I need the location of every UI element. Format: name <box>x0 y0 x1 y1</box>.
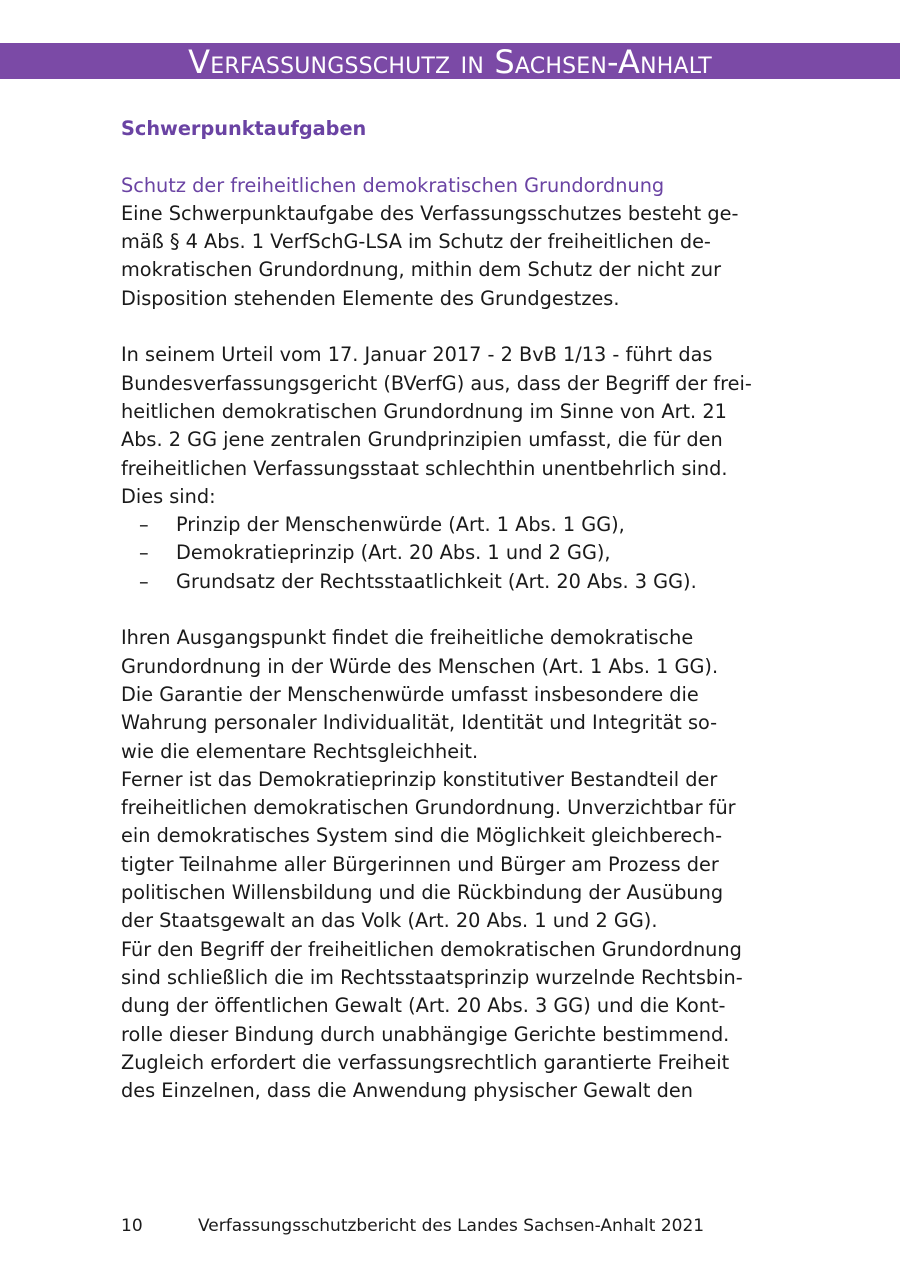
paragraph-2 <box>121 341 781 511</box>
text-line: tigter Teilnahme aller Bürgerinnen und Bürger am Prozess der <box>121 852 719 876</box>
text-line: mokratischen Grundordnung, mithin dem Schutz der nicht zur <box>121 258 722 282</box>
text-line: Dies sind: <box>121 484 216 508</box>
page-number: 10 <box>121 1216 143 1236</box>
text-line: rolle dieser Bindung durch unabhängige Gerichte bestimmend. <box>121 1022 730 1046</box>
sub-heading: Schutz der freiheitlichen demokratischen Grundordnung <box>121 173 665 197</box>
text-line: Wahrung personaler Individualität, Identität und Integrität so- <box>121 711 718 735</box>
spacer <box>121 596 781 624</box>
list-item <box>121 539 781 567</box>
text-line: In seinem Urteil vom 17. Januar 2017 - 2 BvB 1/13 - führt das <box>121 343 713 367</box>
text-line: Grundordnung in der Würde des Menschen (Art. 1 Abs. 1 GG). <box>121 654 719 678</box>
principles-list <box>121 511 781 596</box>
dash-bullet: – <box>139 541 149 565</box>
text-line: der Staatsgewalt an das Volk (Art. 20 Abs. 1 und 2 GG). <box>121 909 658 933</box>
text-line: Ihren Ausgangspunkt findet die freiheitliche demokratische <box>121 626 694 650</box>
text-line: Abs. 2 GG jene zentralen Grundprinzipien umfasst, die für den <box>121 428 723 452</box>
section-heading: Schwerpunktaufgaben <box>121 117 367 140</box>
list-item-text: Demokratieprinzip (Art. 20 Abs. 1 und 2 GG), <box>176 541 611 565</box>
text-line: heitlichen demokratischen Grundordnung im Sinne von Art. 21 <box>121 399 727 423</box>
main-content <box>121 115 781 1105</box>
dash-bullet: – <box>139 569 149 593</box>
text-line: sind schließlich die im Rechtsstaatsprinzip wurzelnde Rechtsbin- <box>121 965 743 989</box>
text-line: des Einzelnen, dass die Anwendung physischer Gewalt den <box>121 1079 693 1103</box>
paragraph-1 <box>121 200 781 313</box>
list-item <box>121 568 781 596</box>
text-line: ein demokratisches System sind die Möglichkeit gleichberech- <box>121 824 723 848</box>
text-line: Bundesverfassungsgericht (BVerfG) aus, dass der Begriff der frei- <box>121 371 752 395</box>
list-item-text: Prinzip der Menschenwürde (Art. 1 Abs. 1 GG), <box>176 513 625 537</box>
paragraph-3 <box>121 624 781 1105</box>
text-line: freiheitlichen Verfassungsstaat schlechthin unentbehrlich sind. <box>121 456 728 480</box>
page-footer <box>121 1214 704 1238</box>
text-line: Für den Begriff der freiheitlichen demokratischen Grundordnung <box>121 937 742 961</box>
list-item-text: Grundsatz der Rechtsstaatlichkeit (Art. 20 Abs. 3 GG). <box>176 569 697 593</box>
publication-title: Verfassungsschutzbericht des Landes Sachsen-Anhalt 2021 <box>198 1216 705 1236</box>
spacer <box>121 143 781 171</box>
text-line: politischen Willensbildung und die Rückbindung der Ausübung <box>121 881 724 905</box>
text-line: Disposition stehenden Elemente des Grundgestzes. <box>121 286 620 310</box>
text-line: Zugleich erfordert die verfassungsrechtlich garantierte Freiheit <box>121 1050 730 1074</box>
text-line: mäß § 4 Abs. 1 VerfSchG-LSA im Schutz der freiheitlichen de- <box>121 230 711 254</box>
text-line: wie die elementare Rechtsgleichheit. <box>121 739 479 763</box>
text-line: Eine Schwerpunktaufgabe des Verfassungsschutzes besteht ge- <box>121 201 739 225</box>
text-line: Ferner ist das Demokratieprinzip konstitutiver Bestandteil der <box>121 767 718 791</box>
spacer <box>121 313 781 341</box>
list-item <box>121 511 781 539</box>
text-line: dung der öffentlichen Gewalt (Art. 20 Abs. 3 GG) und die Kont- <box>121 994 726 1018</box>
page-header-title: Verfassungsschutz in Sachsen-Anhalt <box>188 43 712 81</box>
text-line: Die Garantie der Menschenwürde umfasst insbesondere die <box>121 682 699 706</box>
dash-bullet: – <box>139 513 149 537</box>
text-line: freiheitlichen demokratischen Grundordnung. Unverzichtbar für <box>121 796 736 820</box>
